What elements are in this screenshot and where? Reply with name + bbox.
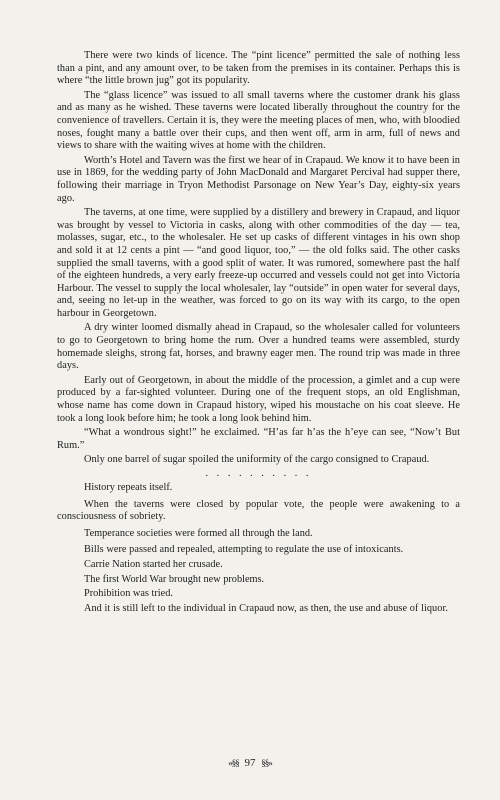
section-separator: . . . . . . . . . . [205,468,312,479]
line-temperance: Temperance societies were formed all through the land. [84,527,313,539]
page-footer [0,756,500,770]
paragraph-tavern-supply: The taverns, at one time, were supplied by a distillery and brewery in Crapaud, and liquor was brought by vessel to Victoria in casks, along with other commodities of the day — tea, molasses, sugar, etc., to the wholesaler. He set up casks of different vintages in his own shop and sold it at 12 cents a pint — “and good liquor, too,” — the old folks said. The other casks supplied the small taverns, with a good split of water. It was rumored, somewhere past the half of the eighteen hundreds, a very early freeze-up occurred and vessels could not get into Victoria Harbour. The vessel to supply the local wholesaler, lay “outside” in open water for several days, and, seeing no let-up in the weather, was forced to go on its way with its cargo, to the open harbour in Georgetown. [57,207,460,319]
paragraph-glass-licence: The “glass licence” was issued to all small taverns where the customer drank his glass and as many as he wished. These taverns were located liberally throughout the country for the convenience of travellers. Certain it is, they were the meeting places of men, who, with bloodied noses, fought many a battle over their cups, and then went off, arm in arm, full of news and views to share with the waiting wives at home with the children. [57,89,460,152]
line-carrie-nation: Carrie Nation started her crusade. [84,558,223,570]
paragraph-wondrous-sight: “What a wondrous sight!” he exclaimed. “H’as far h’as the h’eye can see, “Now’t But Rum.” [57,427,460,451]
paragraph-sugar-barrel: Only one barrel of sugar spoiled the uniformity of the cargo consigned to Crapaud. [84,454,430,466]
ornament-left-icon: «§§ [228,758,239,768]
paragraph-dry-winter: A dry winter loomed dismally ahead in Crapaud, so the wholesaler called for volunteers to go to Georgetown to bring home the rum. Over a hundred teams were assembled, sturdy homemade sleighs, strong fat, horses, and brawny eager men. The round trip was made in three days. [57,322,460,372]
line-prohibition: Prohibition was tried. [84,588,173,600]
paragraph-bills: Bills were passed and repealed, attempting to regulate the use of intoxicants. [84,544,404,556]
paragraph-worths-hotel: Worth’s Hotel and Tavern was the first we hear of in Crapaud. We know it to have been in use in 1869, for the wedding party of John MacDonald and Margaret Percival had supper there, following their marriage in Tryon Methodist Parsonage on New Year’s Day, eighty-six years ago. [57,154,460,204]
paragraph-conclusion: And it is still left to the individual in Crapaud now, as then, the use and abuse of liquor. [84,602,448,614]
paragraph-taverns-closed: When the taverns were closed by popular vote, the people were awakening to a consciousness of sobriety. [57,498,460,523]
line-world-war: The first World War brought new problems. [84,573,265,585]
line-history-repeats: History repeats itself. [84,482,173,493]
paragraph-licence-types: There were two kinds of licence. The “pint licence” permitted the sale of nothing less than a pint, and any amount over, to be taken from the premises in its container. Perhaps this is where “the little brown jug” got its popularity. [57,50,460,87]
ornament-right-icon: §§» [261,758,272,768]
page-number: 97 [244,757,256,769]
paragraph-georgetown-procession: Early out of Georgetown, in about the middle of the procession, a gimlet and a cup were produced by a far-sighted volunteer. During one of the frequent stops, an old Englishman, whose name has come down in Crapaud history, wiped his moustache on his coat sleeve. He took a long look before him; he took a long look behind him. [57,374,460,424]
